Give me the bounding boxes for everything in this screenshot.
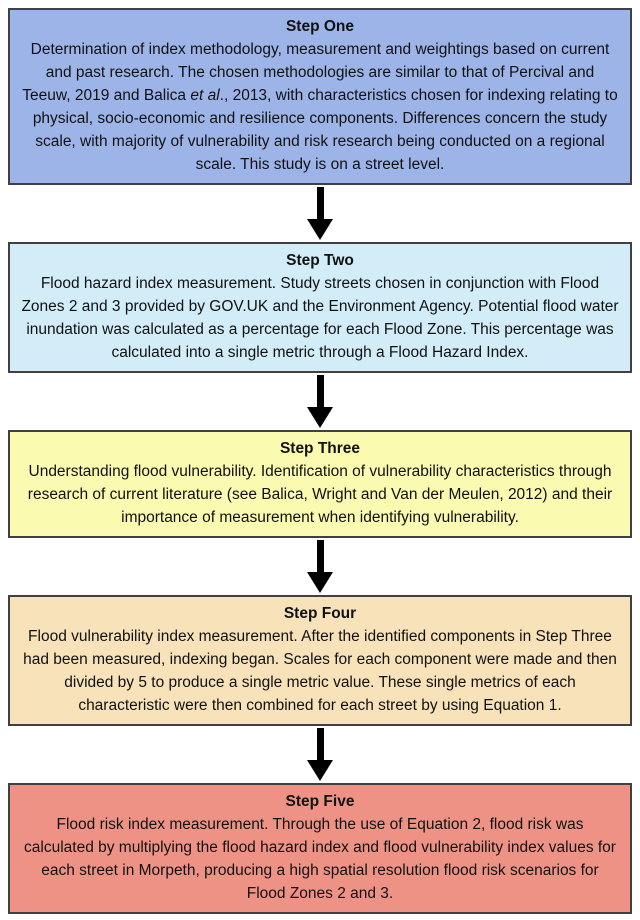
step-three-title: Step Three [279,440,361,457]
step-one-body-italic: et al [190,87,220,104]
step-four-body-text: Flood vulnerability index measurement. After the identified components in Step Three had been measured, indexing began. Scales for each component were made and then divided by 5 to produce a single metric value. These single metrics of each characteristic were then combined for each street by using Equation 1. [23,628,617,714]
step-one-body-text-cont: ., 2013, with characteristics chosen for indexing relating to physical, socio-economic and resilience components. Differences concern the study scale, with majority of vulnerability and risk research being conducted on a regional scale. This study is on a street level. [32,87,618,173]
arrow-shaft [317,187,324,219]
step-two-body [20,272,620,364]
step-three-body [20,460,620,529]
arrow-head [307,407,333,428]
step-one-body-text: Determination of index methodology, measurement and weightings based on current and past research. The chosen methodologies are similar to that of Percival and Teeuw, 2019 and Balica [22,41,610,104]
step-four-body [20,625,620,717]
step-three-body-text: Understanding flood vulnerability. Identification of vulnerability characteristics through research of current literature (see Balica, Wright and Van der Meulen, 2012) and their importance of measurement when identifying vulnerability. [27,463,613,526]
arrow-head [307,572,333,593]
down-arrow-icon [307,728,333,781]
step-five-box [8,783,632,914]
step-one-title: Step One [285,18,355,35]
arrow-head [307,219,333,240]
down-arrow-icon [307,187,333,240]
step-two-body-text: Flood hazard index measurement. Study streets chosen in conjunction with Flood Zones 2 and 3 provided by GOV.UK and the Environment Agency. Potential flood water inundation was calculated as a percentage for each Flood Zone. This percentage was calculated into a single metric through a Flood Hazard Index. [21,275,619,361]
down-arrow-icon [307,375,333,428]
arrow-shaft [317,375,324,407]
step-three-box [8,430,632,538]
step-two-box [8,242,632,373]
arrow-head [307,760,333,781]
step-four-box [8,595,632,726]
step-one-box [8,8,632,185]
step-five-body [20,813,620,905]
arrow-shaft [317,540,324,572]
step-two-title: Step Two [286,252,354,269]
down-arrow-icon [307,540,333,593]
arrow-shaft [317,728,324,760]
step-five-title: Step Five [285,793,355,810]
step-four-title: Step Four [283,605,357,622]
step-one-body [20,38,620,176]
step-five-body-text: Flood risk index measurement. Through the use of Equation 2, flood risk was calculated by multiplying the flood hazard index and flood vulnerability index values for each street in Morpeth, producing a high spatial resolution flood risk scenarios for Flood Zones 2 and 3. [24,816,616,902]
